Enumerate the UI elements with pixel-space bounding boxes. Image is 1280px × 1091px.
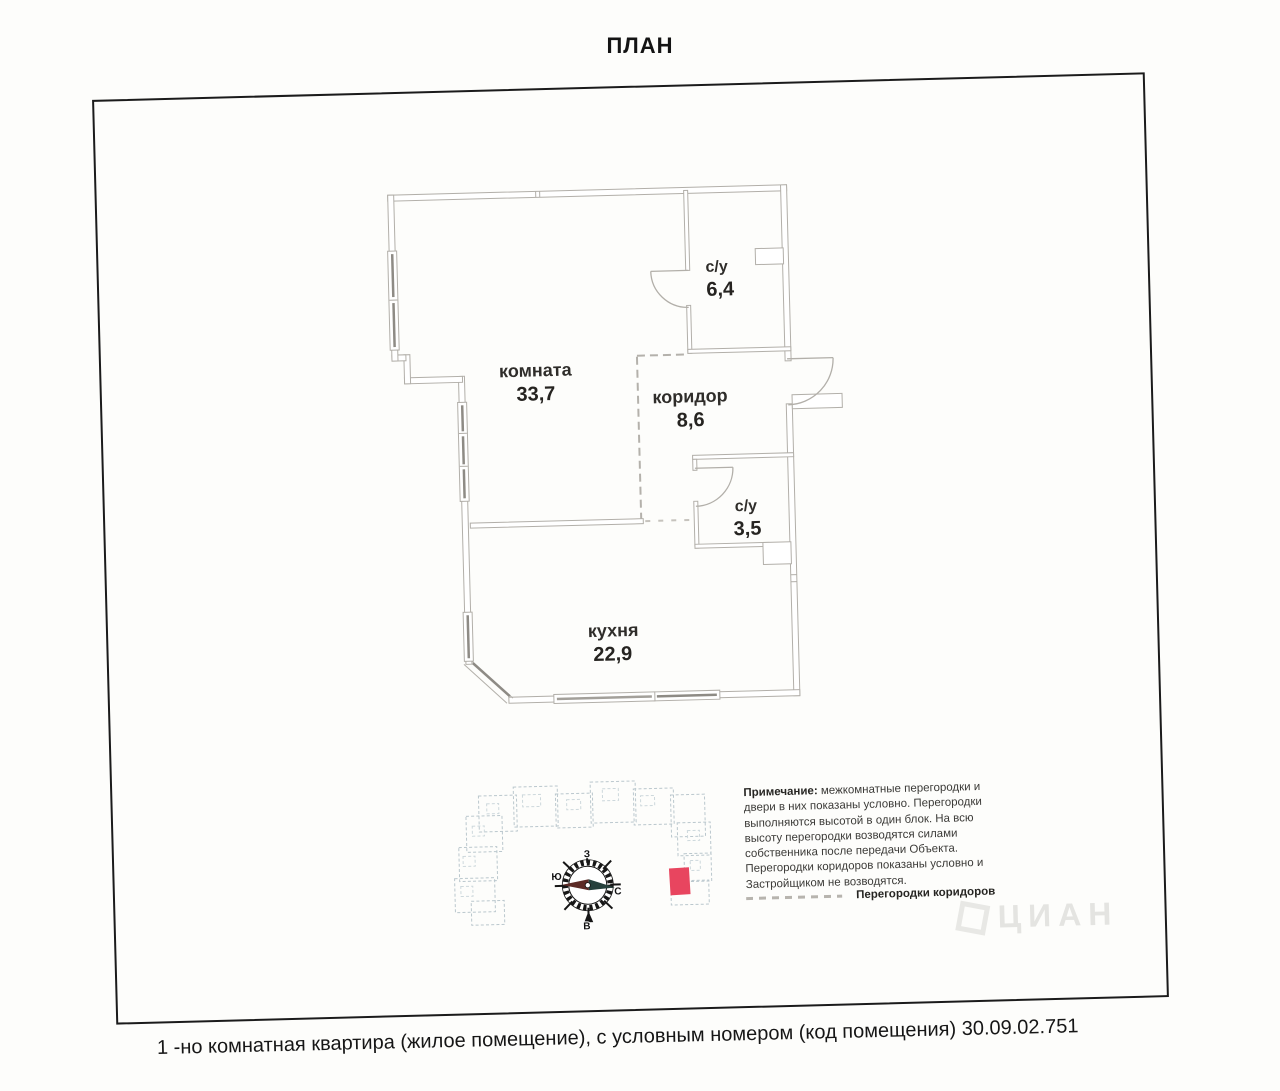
room-labels [496,258,765,669]
chamfer-corner [464,658,513,704]
compass-rose-icon [551,848,623,933]
compass-letter-north: С [614,886,622,897]
watermark-text: ЦИАН [997,895,1119,935]
note-body: межкомнатные перегородки и двери в них показаны условно. Перегородки выполняются высотой в один блок. На всю высоту перегородки возводятся силами собственника после передачи Объекта. Перегородки коридоров показаны условно и Застройщиком не возводятся. [744,781,984,891]
legend-label: Перегородки коридоров [856,886,995,902]
room-name: с/у [735,498,758,516]
room-label-wc1 [705,258,735,301]
compass-letter-south: Ю [551,872,562,883]
corridor-partition-dashes [637,354,694,521]
note-prefix: Примечание: [743,785,818,799]
room-label-wc2 [733,498,762,541]
apartment-caption: 1 -но комнатная квартира (жилое помещение), с условным номером (код помещения) 30.09.02.751 [157,1015,1079,1060]
room-label-koridor [652,385,728,432]
vent-box-wc1 [755,248,783,265]
room-label-kuhnya [588,620,640,666]
watermark-logo-icon [955,900,990,935]
room-area: 3,5 [733,518,761,541]
room-area: 6,4 [706,278,735,301]
room-name: комната [499,359,573,381]
watermark [957,895,1119,936]
unit-location-marker [669,867,691,895]
room-name: коридор [652,385,728,407]
room-name: с/у [705,258,728,276]
compass-letter-west: З [584,849,591,860]
note-block [743,779,1004,893]
room-name: кухня [588,620,639,641]
door-wc1 [651,270,689,308]
page-title: ПЛАН [0,33,1280,59]
door-wc2 [695,467,734,506]
room-area: 33,7 [516,383,556,406]
room-area: 8,6 [676,409,704,432]
dashed-line-symbol [746,894,842,900]
room-label-komnata [499,359,574,406]
vent-box-wc2 [763,542,792,565]
compass-letter-east: В [583,921,591,932]
room-area: 22,9 [593,643,633,666]
